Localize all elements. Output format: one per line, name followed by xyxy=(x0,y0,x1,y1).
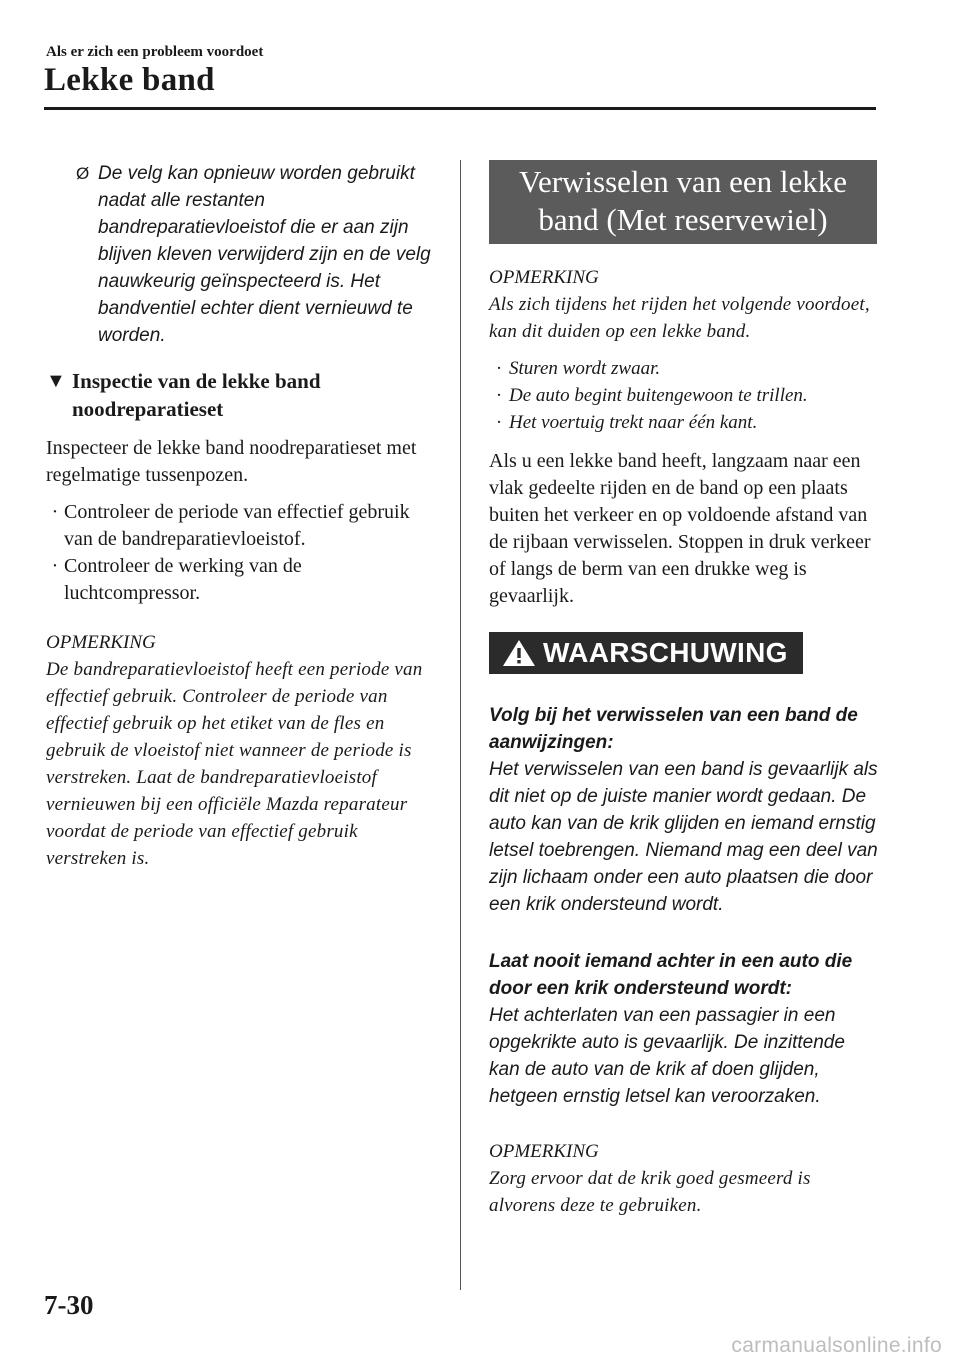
left-column xyxy=(46,160,442,872)
section-heading xyxy=(46,367,442,423)
warning-item xyxy=(489,948,879,1110)
check-list xyxy=(46,499,442,607)
sub-note-text: De velg kan opnieuw worden gebruikt nadat alle restanten bandreparatievloeistof die er aan zijn blijven kleven verwijderd zijn en de velg nauwkeurig geïnspecteerd is. Het bandventiel echter dient vernieuwd te worden. xyxy=(98,163,431,346)
section-title-box: Verwisselen van een lekke band (Met reservewiel) xyxy=(489,160,877,244)
list-item-text: Het voertuig trekt naar één kant. xyxy=(509,412,758,433)
warning-heading: Laat nooit iemand achter in een auto die door een krik ondersteund wordt: xyxy=(489,951,853,999)
note-label: OPMERKING xyxy=(489,267,599,288)
warning-triangle-icon xyxy=(501,638,537,668)
warning-badge xyxy=(489,632,803,674)
warning-label: WAARSCHUWING xyxy=(543,637,788,668)
body-paragraph: Als u een lekke band heeft, langzaam naar een vlak gedeelte rijden en de band op een plaats buiten het verkeer en op voldoende afstand van de rijbaan verwisselen. Stoppen in druk verkeer of langs de berm van een drukke weg is gevaarlijk. xyxy=(489,450,871,607)
warning-item xyxy=(489,702,879,918)
list-item xyxy=(489,409,879,436)
list-item xyxy=(489,382,879,409)
bullet-dot-icon: · xyxy=(51,555,59,577)
right-column xyxy=(489,160,879,1219)
sub-note xyxy=(46,160,442,349)
header-kicker: Als er zich een probleem voordoet xyxy=(46,44,264,60)
note-text: Als zich tijdens het rijden het volgende voordoet, kan dit duiden op een lekke band. xyxy=(489,294,870,342)
watermark: carmanualsonline.info xyxy=(731,1334,942,1357)
intro-paragraph: Inspecteer de lekke band noodreparatieset met regelmatige tussenpozen. xyxy=(46,437,417,486)
note-label: OPMERKING xyxy=(489,1141,599,1162)
list-item-text: Controleer de periode van effectief gebruik van de bandreparatievloeistof. xyxy=(64,501,410,550)
list-item xyxy=(46,553,442,607)
list-item xyxy=(46,499,442,553)
column-divider xyxy=(460,160,461,1290)
symptom-list xyxy=(489,355,879,436)
list-item-text: Controleer de werking van de luchtcompressor. xyxy=(64,555,302,604)
arrow-bullet-icon: Ø xyxy=(76,164,90,183)
warning-body: Het verwisselen van een band is gevaarlijk als dit niet op de juiste manier wordt gedaan. De auto kan van de krik glijden en iemand ernstig letsel toebrengen. Niemand mag een deel van zijn lichaam onder een auto plaatsen die door een krik ondersteund wordt. xyxy=(489,759,878,915)
list-item-text: Sturen wordt zwaar. xyxy=(509,358,661,379)
warning-body: Het achterlaten van een passagier in een opgekrikte auto is gevaarlijk. De inzittende kan de auto van de krik af doen glijden, hetgeen ernstig letsel kan veroorzaken. xyxy=(489,1005,845,1107)
bullet-dot-icon: · xyxy=(51,501,59,523)
note-label: OPMERKING xyxy=(46,632,156,653)
bullet-dot-icon: · xyxy=(495,385,503,406)
bullet-dot-icon: · xyxy=(495,412,503,433)
list-item-text: De auto begint buitengewoon te trillen. xyxy=(509,385,808,406)
note-text: De bandreparatievloeistof heeft een periode van effectief gebruik. Controleer de periode van effectief gebruik op het etiket van de fles en gebruik de vloeistof niet wanneer de periode is verstreken. Laat de bandreparatievloeistof vernieuwen bij een officiële Mazda reparateur voordat de periode van effectief gebruik verstreken is. xyxy=(46,659,423,869)
note-text: Zorg ervoor dat de krik goed gesmeerd is alvorens deze te gebruiken. xyxy=(489,1168,811,1216)
warning-heading: Volg bij het verwisselen van een band de aanwijzingen: xyxy=(489,705,858,753)
bullet-dot-icon: · xyxy=(495,358,503,379)
section-title: Inspectie van de lekke band noodreparatieset xyxy=(72,369,321,421)
list-item xyxy=(489,355,879,382)
triangle-down-icon: ▼ xyxy=(46,370,66,392)
page-title: Lekke band xyxy=(44,62,215,98)
page-number: 7-30 xyxy=(44,1290,94,1320)
header-rule xyxy=(44,107,876,110)
